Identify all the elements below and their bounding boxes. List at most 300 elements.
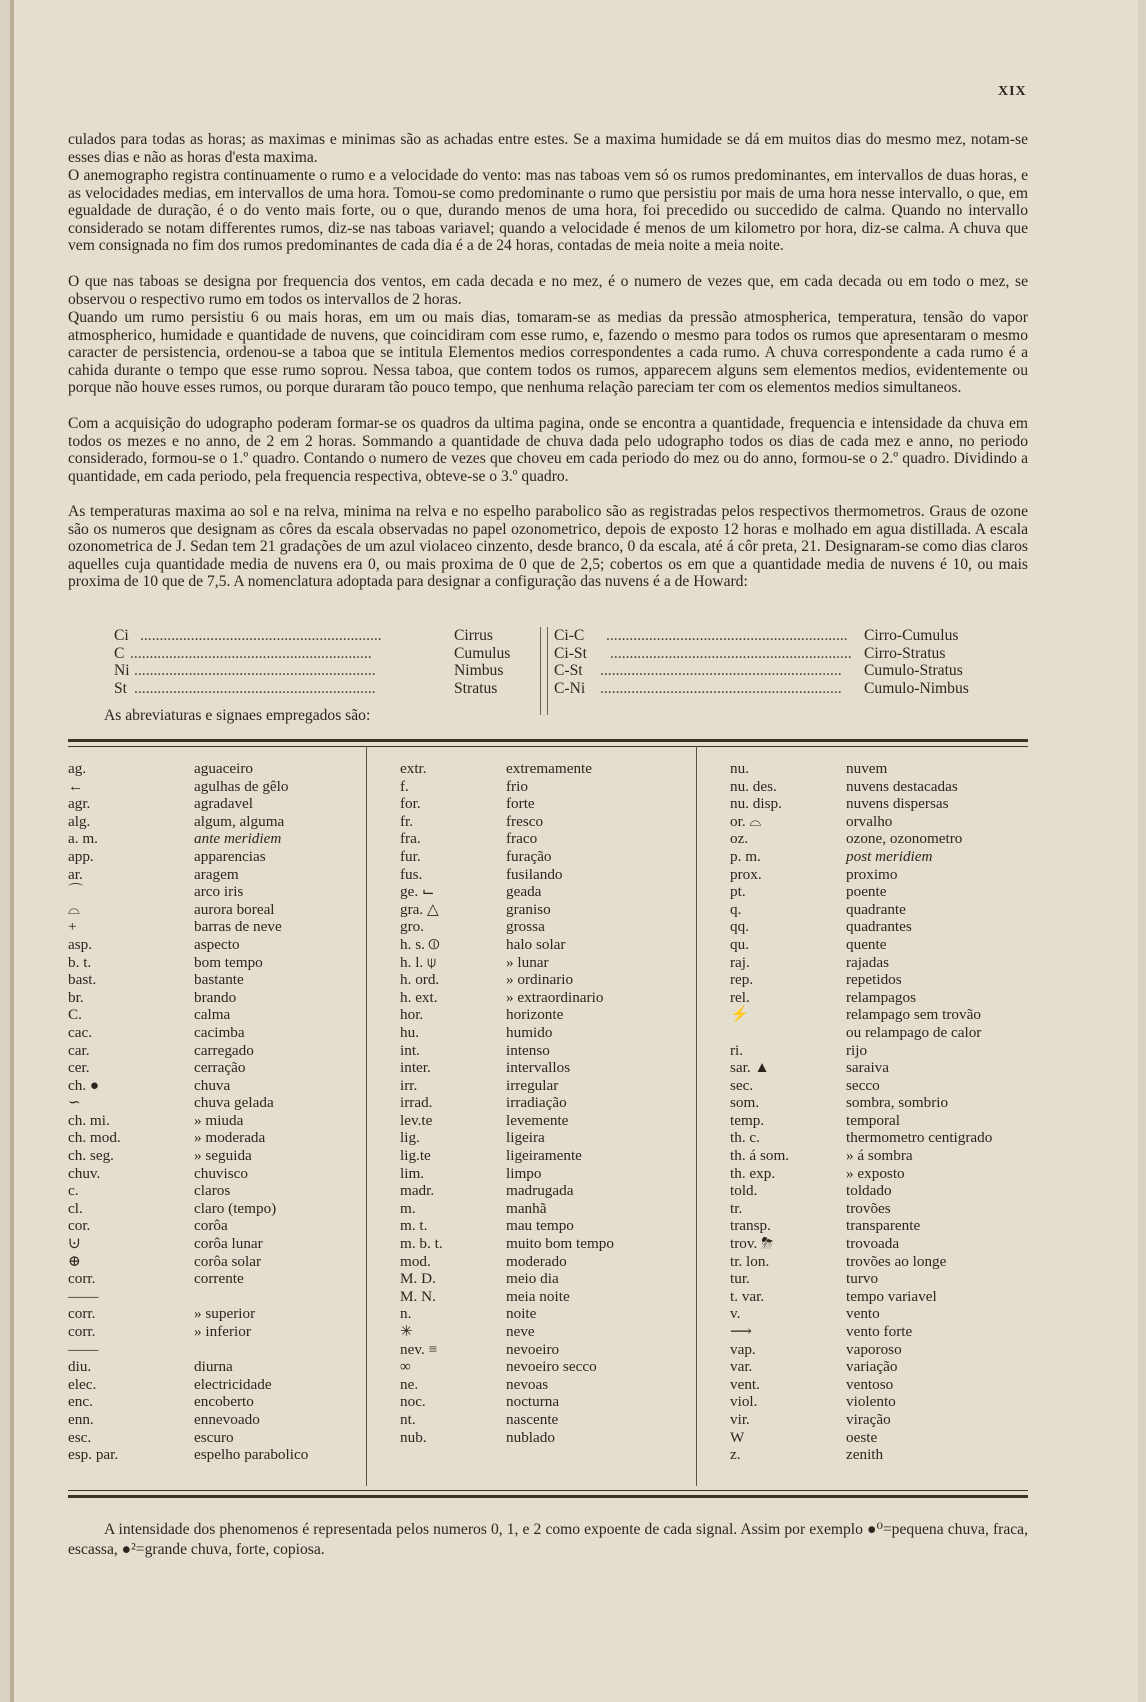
abbrev-term: extr. (400, 760, 427, 777)
abbrev-term: cac. (68, 1023, 93, 1041)
abbrev-term: lig. (400, 1129, 420, 1147)
cloud-nomenclature (114, 627, 1024, 697)
abbrev-row (730, 1358, 1020, 1376)
abbrev-meaning: rijo (846, 1041, 868, 1059)
abbrev-meaning: viração (846, 1410, 891, 1428)
footnote-text: A intensidade dos phenomenos é representada pelos numeros 0, 1, e 2 como expoente de cada signal. Assim por exemplo ●⁰=pequena chuva, fraca, escassa, ●²=grande chuva, forte, copiosa. (68, 1521, 1028, 1558)
abbrev-meaning: noite (506, 1305, 537, 1323)
abbrev-row (68, 1376, 358, 1394)
abbrev-meaning: proximo (846, 865, 898, 883)
abbrev-term: fur. (400, 847, 421, 865)
abbrev-term: cl. (68, 1199, 83, 1217)
abbrev-term: fra. (400, 830, 421, 848)
abbrev-term: —— (68, 1287, 99, 1305)
abbrev-term: p. m. (730, 847, 761, 865)
abbrev-term: th. exp. (730, 1164, 776, 1182)
abbrev-term: or. ⌓ (730, 812, 762, 830)
abbrev-row (68, 813, 358, 831)
abbrev-meaning: fraco (506, 830, 538, 848)
abbrev-row (730, 1182, 1020, 1200)
abbrev-meaning: secco (846, 1076, 880, 1094)
abbrev-meaning: geada (506, 883, 542, 901)
abbrev-meaning: diurna (194, 1358, 233, 1376)
abbrev-row (730, 1042, 1020, 1060)
abbrev-row (730, 1112, 1020, 1130)
abbrev-meaning: vaporoso (846, 1340, 902, 1358)
abbrev-row (400, 760, 690, 778)
cloud-abbr-compound: C-Ni (554, 679, 586, 697)
dot-leader: .............................................................. (134, 679, 376, 697)
abbrev-meaning: chuva gelada (194, 1094, 274, 1112)
abbrev-term: m. (400, 1199, 416, 1217)
abbrev-meaning: nuvens dispersas (846, 795, 949, 813)
abbrev-row (68, 848, 358, 866)
table-top-rule (68, 739, 1028, 747)
abbrev-column-2 (400, 760, 690, 1446)
abbrev-term: C. (68, 1006, 82, 1024)
abbrev-term: + (68, 918, 77, 936)
abbrev-meaning: mau tempo (506, 1217, 574, 1235)
cloud-name-compound: Cirro-Stratus (864, 644, 946, 662)
abbrev-meaning: algum, alguma (194, 812, 285, 830)
abbrev-term: lim. (400, 1164, 425, 1182)
abbrev-meaning: brando (194, 988, 237, 1006)
abbrev-term: ch. mod. (68, 1129, 121, 1147)
abbrev-term: hu. (400, 1023, 419, 1041)
abbrev-term: ri. (730, 1041, 744, 1059)
abbrev-term: mod. (400, 1252, 431, 1270)
abbrev-meaning: » miuda (194, 1111, 244, 1129)
abbrev-row (400, 1024, 690, 1042)
abbrev-row (730, 848, 1020, 866)
abbrev-row (400, 1112, 690, 1130)
paragraph-6: As temperaturas maxima ao sol e na relva, minima na relva e no espelho parabolico são as registradas pelos respectivos thermometros. Graus de ozone são os numeros que designam as côres da escala observadas no papel ozonometrico, depois de exposto 12 horas e molhado em agua distillada. A escala ozonometrica de J. Sedan tem 21 gradações de um azul violaceo cinzento, desde branco, 0 da escala, até á côr preta, 21. Designaram-se como dias claros aquelles cuja quantidade media de nuvens era 0, ou mais proxima de 0 que de 2,5; cobertos os em que a quantidade media de nuvens é 10, ou mais proxima de 10 que de 7,5. A nomenclatura adoptada para designar a configuração das nuvens é a de Howard: (68, 503, 1028, 590)
column-divider (696, 746, 697, 1486)
abbrev-row (730, 918, 1020, 936)
abbrev-meaning: intenso (506, 1041, 550, 1059)
abbrev-term: lev.te (400, 1111, 433, 1129)
abbrev-row (400, 1393, 690, 1411)
abbrev-meaning: extremamente (506, 760, 593, 777)
abbrev-term: vent. (730, 1375, 760, 1393)
abbrev-meaning: carregado (194, 1041, 254, 1059)
abbrev-term: inter. (400, 1059, 431, 1077)
abbrev-meaning: quadrante (846, 900, 906, 918)
cloud-abbr: St (114, 679, 128, 697)
abbrev-meaning: muito bom tempo (506, 1235, 614, 1253)
abbrev-term: tur. (730, 1270, 750, 1288)
abbrev-row (730, 1006, 1020, 1024)
abbrev-meaning: aspecto (194, 935, 240, 953)
abbrev-term: h. l. ⍦ (400, 953, 437, 971)
abbrev-row (68, 918, 358, 936)
abbrev-meaning: apparencias (194, 847, 266, 865)
abbrev-meaning: toldado (846, 1182, 892, 1200)
abbrev-row (400, 954, 690, 972)
abbrev-term: car. (68, 1041, 90, 1059)
abbrev-term: vir. (730, 1410, 750, 1428)
abbrev-row (400, 1323, 690, 1341)
abbrev-meaning: irradiação (506, 1094, 567, 1112)
abbrev-term: qq. (730, 918, 749, 936)
abbrev-row (68, 1077, 358, 1095)
abbreviations-intro: As abreviaturas e signaes empregados são: (104, 707, 371, 724)
abbrev-term: ar. (68, 865, 83, 883)
abbrev-row (730, 954, 1020, 972)
abbrev-meaning: » extraordinario (506, 988, 604, 1006)
abbrev-row (68, 1358, 358, 1376)
abbrev-meaning: » inferior (194, 1323, 251, 1340)
abbrev-meaning: post meridiem (846, 847, 933, 865)
abbrev-term: ne. (400, 1375, 419, 1393)
abbrev-term: ch. mi. (68, 1111, 110, 1129)
cloud-row (114, 680, 1024, 698)
abbrev-row (730, 1429, 1020, 1447)
abbrev-term: som. (730, 1094, 760, 1112)
abbrev-row (400, 1376, 690, 1394)
abbrev-meaning: encoberto (194, 1393, 254, 1411)
abbrev-term: trov. ⛈ (730, 1235, 774, 1253)
abbrev-row (730, 1411, 1020, 1429)
abbrev-row (400, 918, 690, 936)
abbrev-term: h. ext. (400, 988, 438, 1006)
abbrev-meaning: sombra, sombrio (846, 1094, 949, 1112)
abbrev-term: m. t. (400, 1217, 428, 1235)
abbrev-row (730, 1393, 1020, 1411)
abbrev-term: oz. (730, 830, 749, 848)
abbrev-meaning: ennevoado (194, 1410, 260, 1428)
abbrev-row (400, 1006, 690, 1024)
abbrev-meaning: temporal (846, 1111, 900, 1129)
abbrev-meaning: nublado (506, 1428, 555, 1446)
abbrev-term: bast. (68, 971, 97, 989)
abbrev-term: ⌓ (68, 900, 81, 918)
abbrev-term: ∽ (68, 1094, 81, 1112)
dot-leader: .............................................................. (600, 679, 842, 697)
abbrev-term: W (730, 1428, 745, 1446)
abbrev-meaning: frio (506, 777, 528, 795)
abbrev-term: alg. (68, 812, 91, 830)
abbrev-term: tr. lon. (730, 1252, 770, 1270)
abbrev-row (730, 1147, 1020, 1165)
abbrev-meaning: rajadas (846, 953, 890, 971)
cloud-name-compound: Cumulo-Nimbus (864, 679, 969, 697)
abbrev-term: ch. ● (68, 1076, 100, 1094)
abbrev-term: prox. (730, 865, 762, 883)
abbrev-term: nu. des. (730, 777, 777, 795)
abbrev-term: ⊕ (68, 1252, 81, 1270)
abbrev-row (68, 1270, 358, 1288)
abbrev-meaning: meia noite (506, 1287, 570, 1305)
abbrev-term: corr. (68, 1270, 96, 1288)
abbrev-meaning: tempo variavel (846, 1287, 937, 1305)
abbrev-term: th. á som. (730, 1147, 790, 1165)
abbrev-meaning: calma (194, 1006, 231, 1024)
abbrev-term: ← (68, 777, 84, 795)
abbrev-meaning: bom tempo (194, 953, 263, 971)
abbrev-term: lig.te (400, 1147, 431, 1165)
abbrev-meaning: barras de neve (194, 918, 282, 936)
dot-leader: .............................................................. (600, 662, 842, 680)
abbrev-term: —— (68, 1340, 99, 1358)
abbrev-meaning: ligeiramente (506, 1147, 582, 1165)
abbrev-row (68, 1129, 358, 1147)
abbrev-term: th. c. (730, 1129, 760, 1147)
abbrev-term: sec. (730, 1076, 754, 1094)
abbrev-term: noc. (400, 1393, 426, 1411)
abbrev-row (730, 1253, 1020, 1271)
abbrev-term: ch. seg. (68, 1147, 114, 1165)
cloud-name-compound: Cirro-Cumulus (864, 627, 959, 644)
abbrev-row (400, 901, 690, 919)
abbrev-row (730, 1446, 1020, 1464)
cloud-name: Cumulus (454, 644, 511, 662)
abbrev-row (400, 1429, 690, 1447)
abbrev-row (68, 1341, 358, 1359)
abbrev-term: qu. (730, 935, 749, 953)
abbrev-term: irr. (400, 1076, 418, 1094)
abbrev-row (730, 830, 1020, 848)
abbrev-meaning: variação (846, 1358, 898, 1376)
abbrev-row (68, 1024, 358, 1042)
abbrev-term: nt. (400, 1410, 416, 1428)
abbrev-meaning: fusilando (506, 865, 563, 883)
cloud-row (114, 645, 1024, 663)
abbrev-row (400, 1288, 690, 1306)
abbrev-row (400, 1059, 690, 1077)
abbrev-term: corr. (68, 1305, 96, 1323)
abbrev-row (68, 830, 358, 848)
abbrev-meaning: orvalho (846, 812, 893, 830)
abbrev-row (400, 936, 690, 954)
abbrev-row (400, 1217, 690, 1235)
abbrev-meaning: » exposto (846, 1164, 905, 1182)
abbrev-term: chuv. (68, 1164, 101, 1182)
abbrev-meaning: chuva (194, 1076, 231, 1094)
cloud-name: Stratus (454, 679, 498, 697)
abbrev-meaning: thermometro centigrado (846, 1129, 993, 1147)
abbrev-row (400, 1341, 690, 1359)
abbrev-meaning: nuvem (846, 760, 888, 777)
dot-leader: .............................................................. (606, 627, 848, 644)
abbrev-meaning: madrugada (506, 1182, 574, 1200)
abbrev-row (68, 1147, 358, 1165)
abbrev-term: transp. (730, 1217, 771, 1235)
abbrev-term: nu. disp. (730, 795, 782, 813)
abbrev-term: pt. (730, 883, 746, 901)
abbrev-meaning: claros (194, 1182, 231, 1200)
abbrev-row (68, 1411, 358, 1429)
abbrev-row (68, 1042, 358, 1060)
abbrev-term: asp. (68, 935, 93, 953)
abbrev-row (400, 795, 690, 813)
cloud-abbr-compound: Ci-St (554, 644, 587, 662)
abbrev-meaning: » moderada (194, 1129, 266, 1147)
abbrev-term: h. ord. (400, 971, 440, 989)
abbrev-meaning: quente (846, 935, 887, 953)
abbrev-row (730, 1024, 1020, 1042)
abbrev-meaning: ligeira (506, 1129, 545, 1147)
abbrev-row (730, 1094, 1020, 1112)
abbrev-term: ⊍ (68, 1235, 81, 1253)
abbrev-term: M. N. (400, 1287, 436, 1305)
abbrev-meaning: transparente (846, 1217, 921, 1235)
paragraph-4: Quando um rumo persistiu 6 ou mais horas, em um ou mais dias, tomaram-se as medias da pressão atmospherica, temperatura, tensão do vapor atmospherico, humidade e quantidade de nuvens, que coincidiram com esse rumo, e, fazendo o mesmo para todos os rumos que apresentaram o mesmo caracter de persistencia, ordenou-se a taboa que se intitula Elementos medios correspondentes a cada rumo. A chuva correspondente a cada rumo é a cahida durante o tempo que esse rumo soprou. Nessa taboa, que contem todos os rumos, apparecem alguns sem elementos medios, evidentemente ou porque não houve esses rumos, ou porque duraram tão pouco tempo, que nenhuma relação pareciam ter com os elementos medios simultaneos. (68, 309, 1028, 396)
abbrev-meaning: claro (tempo) (194, 1199, 277, 1217)
abbrev-row (68, 1235, 358, 1253)
abbrev-meaning: » seguida (194, 1147, 252, 1165)
abbrev-row (400, 971, 690, 989)
dot-leader: .............................................................. (610, 644, 852, 662)
abbrev-term: app. (68, 847, 94, 865)
abbrev-meaning: furação (506, 847, 552, 865)
abbrev-row (730, 971, 1020, 989)
abbrev-meaning: » á sombra (846, 1147, 913, 1165)
abbrev-row (68, 1253, 358, 1271)
abbrev-term: ⟶ (730, 1323, 752, 1340)
abbrev-meaning: » superior (194, 1305, 256, 1323)
cloud-row (114, 662, 1024, 680)
abbrev-row (730, 1323, 1020, 1341)
abbrev-row (400, 1235, 690, 1253)
paragraph-3: O que nas taboas se designa por frequencia dos ventos, em cada decada e no mez, é o numero de vezes que, em cada decada ou em todo o mez, se observou o respectivo rumo em todos os intervallos de 2 horas. (68, 273, 1028, 308)
abbrev-row (68, 778, 358, 796)
abbrev-row (400, 1305, 690, 1323)
abbrev-row (730, 778, 1020, 796)
abbrev-row (68, 1288, 358, 1306)
abbrev-meaning: » lunar (506, 953, 549, 971)
abbrev-term: c. (68, 1182, 79, 1200)
abbrev-term: fr. (400, 812, 414, 830)
abbrev-meaning: ou relampago de calor (846, 1023, 982, 1041)
abbrev-row (68, 1165, 358, 1183)
abbrev-meaning: violento (846, 1393, 896, 1411)
abbrev-row (400, 1077, 690, 1095)
abbrev-term: gra. △ (400, 900, 439, 918)
abbrev-meaning: repetidos (846, 971, 902, 989)
abbrev-meaning: horizonte (506, 1006, 564, 1024)
abbrev-term: cer. (68, 1059, 90, 1077)
abbrev-row (730, 1288, 1020, 1306)
abbrev-row (730, 1305, 1020, 1323)
abbrev-meaning: saraiva (846, 1059, 890, 1077)
abbrev-row (68, 1393, 358, 1411)
abbrev-meaning: agulhas de gêlo (194, 777, 289, 795)
abbrev-meaning: espelho parabolico (194, 1446, 309, 1464)
abbrev-row (68, 883, 358, 901)
abbrev-column-3 (730, 760, 1020, 1464)
cloud-abbr-compound: Ci-C (554, 627, 585, 644)
abbrev-meaning: vento forte (846, 1323, 913, 1340)
abbrev-row (68, 1429, 358, 1447)
paragraph-5: Com a acquisição do udographo poderam formar-se os quadros da ultima pagina, onde se encontra a quantidade, frequencia e intensidade da chuva em todos os mezes e no anno, de 2 em 2 horas. Sommando a quantidade de chuva dada pelo udographo todos os dias de cada mez e anno, no periodo considerado, formou-se o 1.º quadro. Contando o numero de vezes que choveu em cada periodo do mez ou do anno, formou-se o 2.º quadro. Dividindo a quantidade, em cada periodo, pela frequencia respectiva, obteve-se o 3.º quadro. (68, 415, 1028, 485)
abbrev-row (400, 883, 690, 901)
abbrev-meaning: ante meridiem (194, 830, 282, 848)
abbrev-row (400, 1094, 690, 1112)
abbrev-term: corr. (68, 1323, 96, 1340)
abbrev-row (400, 1200, 690, 1218)
abbrev-row (730, 1059, 1020, 1077)
cloud-row (114, 627, 1024, 645)
abbrev-term: rel. (730, 988, 750, 1006)
abbrev-row (400, 866, 690, 884)
abbrev-row (68, 1323, 358, 1341)
abbrev-term: vap. (730, 1340, 756, 1358)
dot-leader: .............................................................. (140, 627, 382, 644)
abbrev-row (400, 1411, 690, 1429)
cloud-name: Nimbus (454, 662, 504, 680)
abbrev-term: m. b. t. (400, 1235, 443, 1253)
abbrev-meaning: corôa (194, 1217, 228, 1235)
abbrev-row (68, 971, 358, 989)
paragraph-2: O anemographo registra continuamente o rumo e a velocidade do vento: mas nas taboas vem só os rumos predominantes, em intervallos de duas horas, e as velocidades medias, em intervallos de uma hora. Tomou-se como predominante o rumo que persistiu por mais de uma hora nesse intervallo, o que, em egualdade de duração, é o do vento mais forte, ou o que, durando menos de uma hora, foi precedido ou succedido de calma. Quando no intervallo considerado se notam differentes rumos, diz-se nas taboas variavel; quando a velocidade é menos de um kilometro por hora, diz-se calma. A chuva que vem consignada no fim dos rumos predominantes de cada dia é a de 24 horas, contadas de meia noite a meia noite. (68, 167, 1028, 254)
abbrev-meaning: quadrantes (846, 918, 912, 936)
abbrev-row (730, 1129, 1020, 1147)
abbrev-term: told. (730, 1182, 758, 1200)
abbrev-term: esp. par. (68, 1446, 119, 1464)
abbrev-meaning: cerração (194, 1059, 246, 1077)
page-number: XIX (998, 84, 1027, 99)
abbrev-row (730, 1165, 1020, 1183)
abbrev-row (400, 1165, 690, 1183)
abbrev-term: for. (400, 795, 421, 813)
abbrev-row (68, 989, 358, 1007)
abbrev-meaning: turvo (846, 1270, 879, 1288)
abbrev-row (730, 1217, 1020, 1235)
abbrev-meaning: moderado (506, 1252, 567, 1270)
abbrev-term: esc. (68, 1428, 92, 1446)
abbrev-row (68, 1059, 358, 1077)
cloud-name-compound: Cumulo-Stratus (864, 662, 963, 680)
abbrev-term: nev. ≡ (400, 1340, 438, 1358)
dot-leader: .............................................................. (134, 662, 376, 680)
abbrev-term: rep. (730, 971, 754, 989)
abbrev-term: b. t. (68, 953, 92, 971)
abbrev-meaning: vento (846, 1305, 880, 1323)
abbrev-term: ⚡ (730, 1006, 749, 1024)
abbrev-term: n. (400, 1305, 412, 1323)
abbrev-row (730, 866, 1020, 884)
abbrev-column-1 (68, 760, 358, 1464)
abbrev-row (730, 1077, 1020, 1095)
abbrev-row (730, 795, 1020, 813)
abbrev-row (68, 1200, 358, 1218)
abbrev-meaning: manhã (506, 1199, 547, 1217)
abbrev-term: ✳ (400, 1323, 413, 1340)
abbrev-meaning: fresco (506, 812, 544, 830)
cloud-abbr-compound: C-St (554, 662, 583, 680)
abbrev-meaning: » ordinario (506, 971, 574, 989)
abbrev-meaning: trovões ao longe (846, 1252, 947, 1270)
abbrev-term: sar. ▲ (730, 1059, 770, 1077)
abbrev-term: hor. (400, 1006, 424, 1024)
abbrev-term: cor. (68, 1217, 91, 1235)
abbrev-term: fus. (400, 865, 423, 883)
abbrev-meaning: ventoso (846, 1375, 894, 1393)
abbrev-row (400, 848, 690, 866)
abbrev-term: ag. (68, 760, 87, 777)
abbrev-term: enn. (68, 1410, 94, 1428)
abbrev-meaning: neve (506, 1323, 535, 1340)
dot-leader: .............................................................. (130, 644, 372, 662)
abbrev-row (400, 1358, 690, 1376)
abbrev-meaning: agradavel (194, 795, 254, 813)
abbrev-row (68, 901, 358, 919)
abbrev-row (730, 1200, 1020, 1218)
abbrev-meaning: nevoeiro (506, 1340, 560, 1358)
abbrev-row (730, 1270, 1020, 1288)
abbrev-row (68, 1217, 358, 1235)
